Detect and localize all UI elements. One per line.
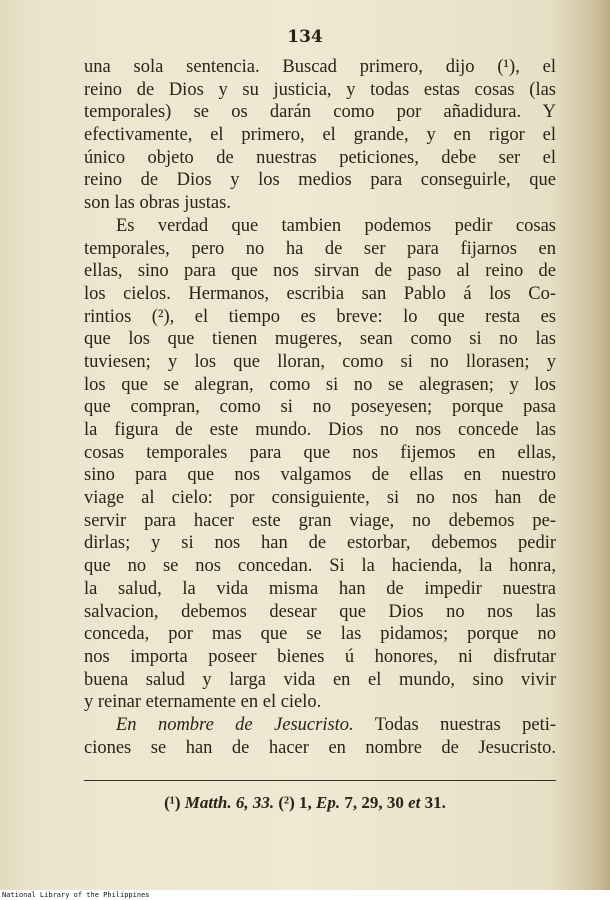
footnote-ref-2-end: 31. [424, 793, 446, 812]
text-line: la salud, la vida misma han de impedir nuestra [84, 578, 556, 599]
footnote-marker-1: (¹) [164, 793, 181, 812]
footnote-ref-2-mid: 7, 29, [344, 793, 383, 812]
footnote-ref-2-pre: 1, [299, 793, 312, 812]
text-line: los que se alegran, como si no se alegrasen; y los [84, 374, 556, 395]
text-line: ciones se han de hacer en nombre de Jesucristo. [84, 737, 556, 758]
body-text [84, 56, 556, 759]
text-line: son las obras justas. [84, 193, 231, 214]
text-line: los cielos. Hermanos, escribia san Pablo á los Co- [84, 283, 556, 304]
text-line: sino para que nos valgamos de ellas en nuestro [84, 465, 556, 486]
footnote-marker-2: (²) [278, 793, 295, 812]
text-line: cosas temporales para que nos fijemos en ellas, [84, 442, 556, 463]
text-line: rintios (²), el tiempo es breve: lo que resta es [84, 306, 556, 327]
text-line: salvacion, debemos desear que Dios no nos las [84, 601, 556, 622]
text-line: ellas, sino para que nos sirvan de paso al reino de [84, 261, 556, 282]
text-line: que compran, como si no poseyesen; porque pasa [84, 397, 556, 418]
text-fragment: Todas nuestras peti- [374, 714, 557, 735]
text-line [84, 714, 556, 737]
text-line: viage al cielo: por consiguiente, si no nos han de [84, 488, 556, 509]
text-line: temporales, pero no ha de ser para fijarnos en [84, 238, 556, 259]
page-number: 134 [287, 27, 323, 47]
footnote-rule [84, 780, 556, 781]
text-line: que no se nos concedan. Si la hacienda, la honra, [84, 556, 556, 577]
footnote-ref-2-book: Ep. [316, 793, 341, 812]
text-line: la figura de este mundo. Dios no nos concede las [84, 420, 556, 440]
section-heading-italic: En nombre de Jesucristo. [116, 714, 354, 735]
text-line: y reinar eternamente en el cielo. [84, 692, 322, 713]
footnote-ref-2-post: 30 [386, 793, 404, 812]
text-line: buena salud y larga vida en el mundo, sino vivir [84, 669, 556, 690]
text-line: que los que tienen mugeres, sean como si no las [84, 329, 556, 350]
text-line: servir para hacer este gran viage, no debemos pe- [84, 510, 556, 531]
text-line: nos importa poseer bienes ú honores, ni disfrutar [84, 646, 556, 667]
footnote-ref-2-et: et [408, 793, 421, 812]
text-line: Es verdad que tambien podemos pedir cosas [116, 215, 556, 236]
text-line: reino de Dios y los medios para conseguirle, que [84, 170, 556, 191]
text-line: tuviesen; y los que lloran, como si no llorasen; y [84, 351, 556, 372]
text-line: único objeto de nuestras peticiones, debe ser el [84, 147, 556, 168]
footnotes [0, 793, 610, 813]
text-line: una sola sentencia. Buscad primero, dijo (¹), el [84, 57, 556, 77]
text-line: conceda, por mas que se las pidamos; porque no [84, 624, 556, 645]
text-line: efectivamente, el primero, el grande, y en rigor el [84, 125, 556, 146]
footnote-ref-1: Matth. 6, 33. [184, 793, 275, 812]
text-line: dirlas; y si nos han de estorbar, debemos pedir [84, 533, 556, 554]
library-credit: National Library of the Philippines [2, 891, 150, 899]
text-line: reino de Dios y su justicia, y todas estas cosas (las [84, 79, 556, 100]
text-line: temporales) se os darán como por añadidura. Y [84, 102, 556, 123]
